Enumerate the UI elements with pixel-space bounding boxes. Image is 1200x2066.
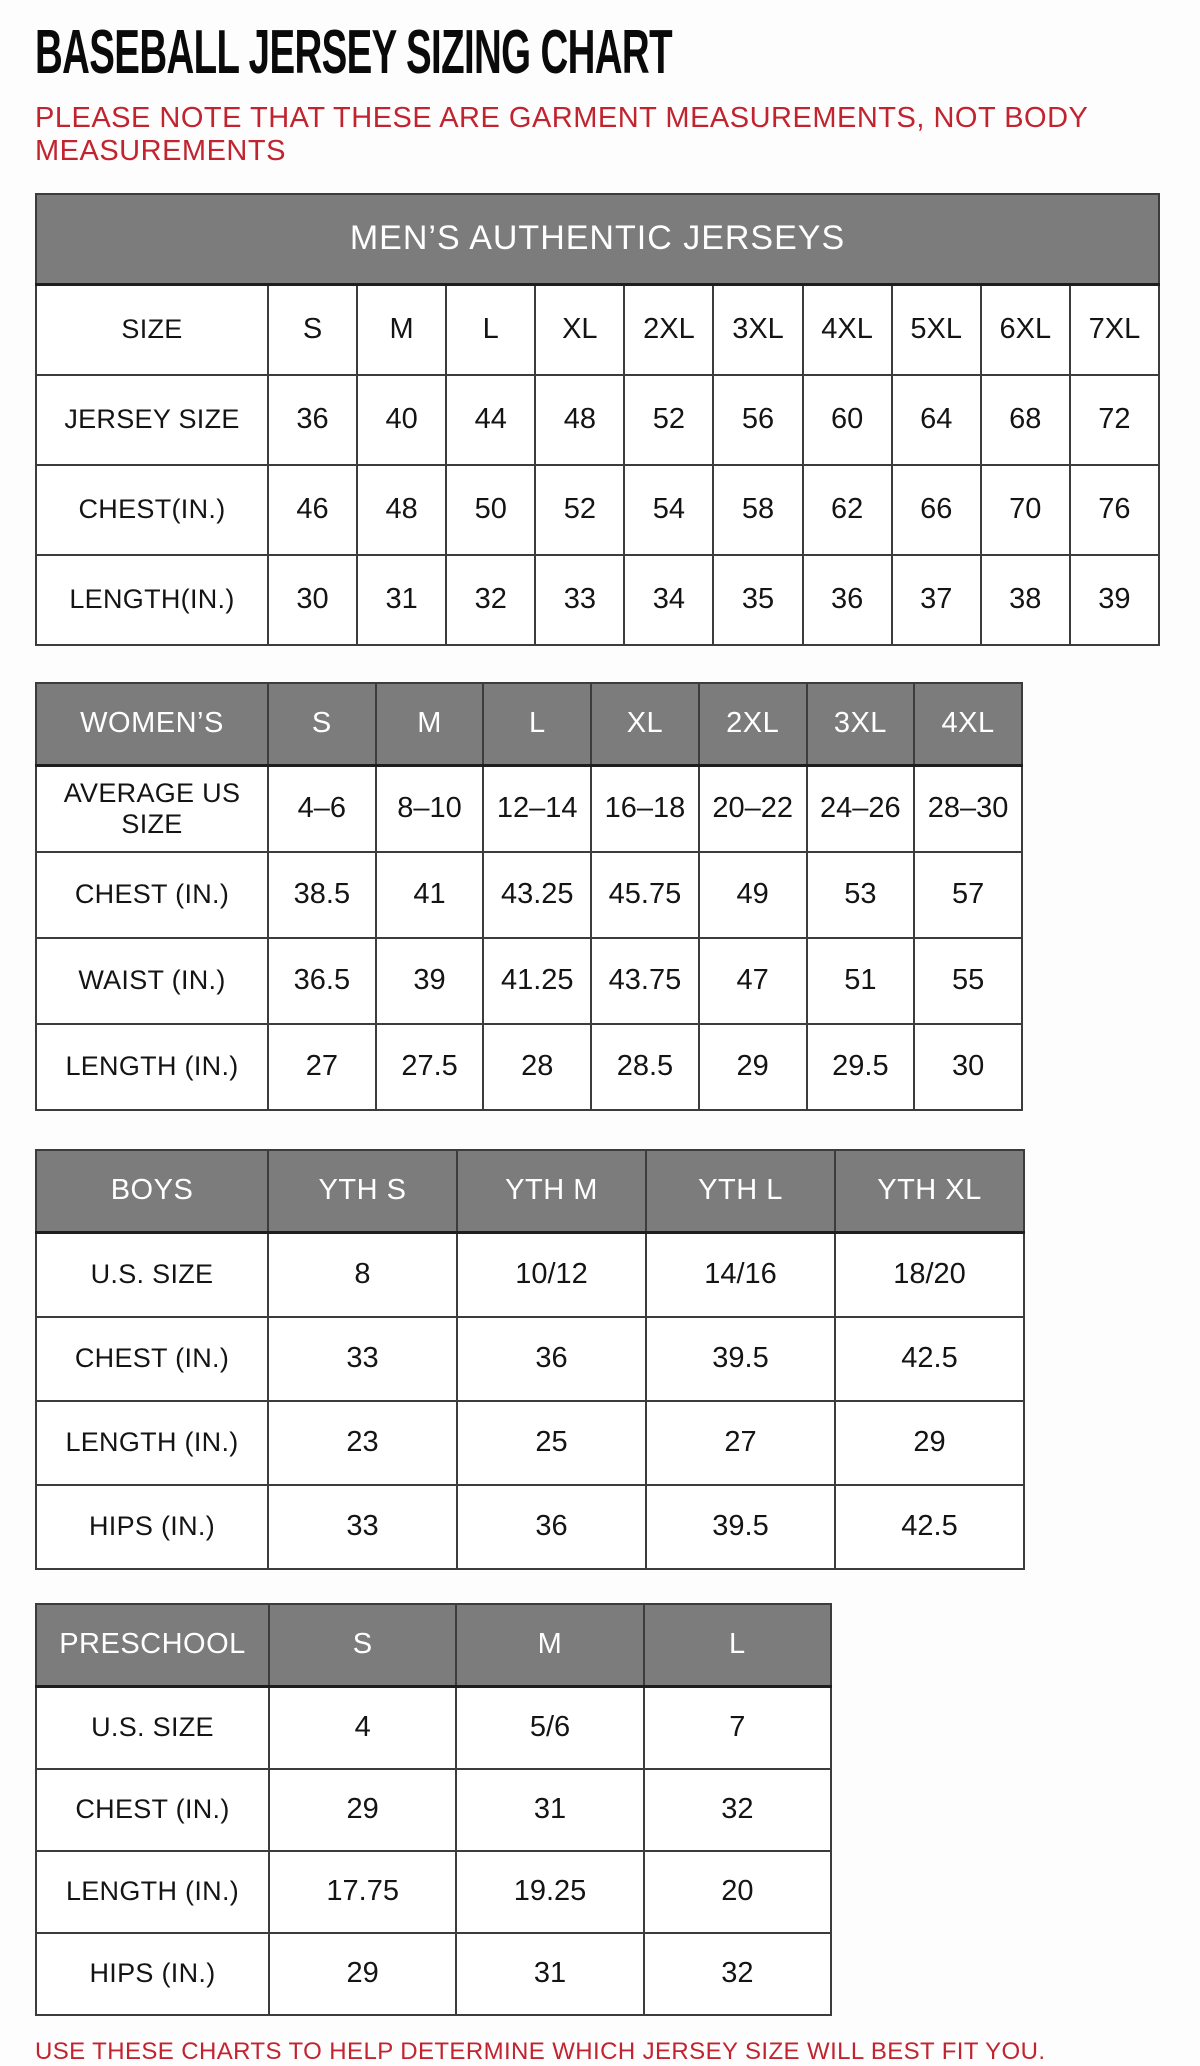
preschool-row-label-3: HIPS (IN.) xyxy=(36,1933,269,2015)
preschool-header-row xyxy=(36,1604,831,1687)
preschool-size-header-2: L xyxy=(644,1604,831,1687)
mens-value-2-1: 48 xyxy=(357,465,446,555)
womens-value-1-5: 53 xyxy=(807,852,915,938)
womens-table-section xyxy=(35,682,1023,1111)
boys-value-0-2: 14/16 xyxy=(646,1232,835,1317)
womens-value-1-6: 57 xyxy=(914,852,1022,938)
preschool-size-header-1: M xyxy=(456,1604,643,1687)
mens-value-1-0: 36 xyxy=(268,375,357,465)
preschool-value-3-0: 29 xyxy=(269,1933,456,2015)
boys-size-header-1: YTH M xyxy=(457,1150,646,1233)
mens-value-1-9: 72 xyxy=(1070,375,1159,465)
womens-value-3-4: 29 xyxy=(699,1024,807,1110)
mens-banner-title: MEN’S AUTHENTIC JERSEYS xyxy=(36,194,1159,285)
mens-value-3-7: 37 xyxy=(892,555,981,645)
mens-value-0-2: L xyxy=(446,284,535,375)
boys-row-label-1: CHEST (IN.) xyxy=(36,1317,268,1401)
womens-size-header-1: M xyxy=(376,683,484,766)
mens-value-1-2: 44 xyxy=(446,375,535,465)
womens-value-0-4: 20–22 xyxy=(699,765,807,852)
mens-value-2-5: 58 xyxy=(713,465,802,555)
womens-size-header-5: 3XL xyxy=(807,683,915,766)
womens-row-1 xyxy=(36,852,1022,938)
womens-row-label-0: AVERAGE US SIZE xyxy=(36,765,268,852)
page-title: BASEBALL JERSEY SIZING CHART xyxy=(35,18,672,87)
garment-measurements-note: PLEASE NOTE THAT THESE ARE GARMENT MEASUREMENTS, NOT BODY MEASUREMENTS xyxy=(35,102,1088,168)
mens-value-3-6: 36 xyxy=(803,555,892,645)
preschool-row-label-2: LENGTH (IN.) xyxy=(36,1851,269,1933)
womens-value-3-2: 28 xyxy=(483,1024,591,1110)
preschool-value-3-2: 32 xyxy=(644,1933,831,2015)
mens-value-1-8: 68 xyxy=(981,375,1070,465)
mens-value-1-6: 60 xyxy=(803,375,892,465)
boys-value-1-3: 42.5 xyxy=(835,1317,1024,1401)
mens-value-2-4: 54 xyxy=(624,465,713,555)
boys-row-label-3: HIPS (IN.) xyxy=(36,1485,268,1569)
womens-value-3-5: 29.5 xyxy=(807,1024,915,1110)
mens-value-1-4: 52 xyxy=(624,375,713,465)
womens-value-2-5: 51 xyxy=(807,938,915,1024)
mens-value-2-2: 50 xyxy=(446,465,535,555)
womens-header-row xyxy=(36,683,1022,766)
mens-row-label-0: SIZE xyxy=(36,284,268,375)
womens-row-2 xyxy=(36,938,1022,1024)
boys-row-1 xyxy=(36,1317,1024,1401)
boys-sizing-table xyxy=(35,1149,1025,1570)
preschool-table-section xyxy=(35,1603,832,2016)
preschool-row-0 xyxy=(36,1686,831,1769)
womens-size-header-0: S xyxy=(268,683,376,766)
boys-value-3-2: 39.5 xyxy=(646,1485,835,1569)
boys-table-section xyxy=(35,1149,1025,1570)
womens-value-3-6: 30 xyxy=(914,1024,1022,1110)
boys-value-3-3: 42.5 xyxy=(835,1485,1024,1569)
mens-row-label-2: CHEST(IN.) xyxy=(36,465,268,555)
womens-row-label-3: LENGTH (IN.) xyxy=(36,1024,268,1110)
womens-value-1-4: 49 xyxy=(699,852,807,938)
mens-value-3-8: 38 xyxy=(981,555,1070,645)
preschool-value-1-0: 29 xyxy=(269,1769,456,1851)
womens-value-0-3: 16–18 xyxy=(591,765,699,852)
preschool-sizing-table xyxy=(35,1603,832,2016)
preschool-value-2-0: 17.75 xyxy=(269,1851,456,1933)
womens-size-header-4: 2XL xyxy=(699,683,807,766)
preschool-header-label: PRESCHOOL xyxy=(36,1604,269,1687)
preschool-value-1-1: 31 xyxy=(456,1769,643,1851)
mens-value-2-0: 46 xyxy=(268,465,357,555)
boys-value-3-1: 36 xyxy=(457,1485,646,1569)
womens-value-1-3: 45.75 xyxy=(591,852,699,938)
mens-value-2-8: 70 xyxy=(981,465,1070,555)
boys-value-2-3: 29 xyxy=(835,1401,1024,1485)
womens-value-2-6: 55 xyxy=(914,938,1022,1024)
boys-value-1-1: 36 xyxy=(457,1317,646,1401)
preschool-value-0-0: 4 xyxy=(269,1686,456,1769)
mens-value-2-9: 76 xyxy=(1070,465,1159,555)
boys-size-header-2: YTH L xyxy=(646,1150,835,1233)
mens-row-1 xyxy=(36,375,1159,465)
womens-sizing-table xyxy=(35,682,1023,1111)
mens-row-2 xyxy=(36,465,1159,555)
womens-row-3 xyxy=(36,1024,1022,1110)
preschool-value-2-1: 19.25 xyxy=(456,1851,643,1933)
mens-value-0-8: 6XL xyxy=(981,284,1070,375)
womens-value-1-1: 41 xyxy=(376,852,484,938)
boys-row-label-0: U.S. SIZE xyxy=(36,1232,268,1317)
mens-value-2-6: 62 xyxy=(803,465,892,555)
boys-row-0 xyxy=(36,1232,1024,1317)
mens-value-0-0: S xyxy=(268,284,357,375)
boys-header-row xyxy=(36,1150,1024,1233)
preschool-value-3-1: 31 xyxy=(456,1933,643,2015)
preschool-row-3 xyxy=(36,1933,831,2015)
mens-value-3-9: 39 xyxy=(1070,555,1159,645)
womens-value-0-5: 24–26 xyxy=(807,765,915,852)
mens-value-1-7: 64 xyxy=(892,375,981,465)
womens-value-2-2: 41.25 xyxy=(483,938,591,1024)
boys-header-label: BOYS xyxy=(36,1150,268,1233)
mens-banner-row xyxy=(36,194,1159,285)
mens-value-3-0: 30 xyxy=(268,555,357,645)
mens-value-0-9: 7XL xyxy=(1070,284,1159,375)
boys-value-0-3: 18/20 xyxy=(835,1232,1024,1317)
mens-value-0-7: 5XL xyxy=(892,284,981,375)
womens-value-2-0: 36.5 xyxy=(268,938,376,1024)
mens-value-3-3: 33 xyxy=(535,555,624,645)
mens-value-2-7: 66 xyxy=(892,465,981,555)
boys-value-2-1: 25 xyxy=(457,1401,646,1485)
preschool-row-label-1: CHEST (IN.) xyxy=(36,1769,269,1851)
mens-row-3 xyxy=(36,555,1159,645)
preschool-value-0-1: 5/6 xyxy=(456,1686,643,1769)
mens-value-3-5: 35 xyxy=(713,555,802,645)
mens-value-2-3: 52 xyxy=(535,465,624,555)
womens-row-label-1: CHEST (IN.) xyxy=(36,852,268,938)
boys-value-1-0: 33 xyxy=(268,1317,457,1401)
boys-size-header-3: YTH XL xyxy=(835,1150,1024,1233)
boys-value-1-2: 39.5 xyxy=(646,1317,835,1401)
boys-row-2 xyxy=(36,1401,1024,1485)
mens-value-0-5: 3XL xyxy=(713,284,802,375)
mens-table-section xyxy=(35,193,1160,646)
preschool-row-label-0: U.S. SIZE xyxy=(36,1686,269,1769)
boys-value-2-2: 27 xyxy=(646,1401,835,1485)
mens-value-3-1: 31 xyxy=(357,555,446,645)
womens-value-1-2: 43.25 xyxy=(483,852,591,938)
mens-value-0-1: M xyxy=(357,284,446,375)
boys-size-header-0: YTH S xyxy=(268,1150,457,1233)
womens-size-header-6: 4XL xyxy=(914,683,1022,766)
boys-value-3-0: 33 xyxy=(268,1485,457,1569)
mens-value-0-6: 4XL xyxy=(803,284,892,375)
mens-value-0-4: 2XL xyxy=(624,284,713,375)
fit-advice-footer: USE THESE CHARTS TO HELP DETERMINE WHICH JERSEY SIZE WILL BEST FIT YOU. xyxy=(35,2037,1046,2065)
boys-value-2-0: 23 xyxy=(268,1401,457,1485)
mens-value-1-5: 56 xyxy=(713,375,802,465)
preschool-row-2 xyxy=(36,1851,831,1933)
womens-header-label: WOMEN’S xyxy=(36,683,268,766)
mens-row-0 xyxy=(36,284,1159,375)
boys-value-0-1: 10/12 xyxy=(457,1232,646,1317)
mens-value-0-3: XL xyxy=(535,284,624,375)
mens-row-label-3: LENGTH(IN.) xyxy=(36,555,268,645)
womens-value-1-0: 38.5 xyxy=(268,852,376,938)
mens-value-3-4: 34 xyxy=(624,555,713,645)
mens-value-3-2: 32 xyxy=(446,555,535,645)
womens-value-3-0: 27 xyxy=(268,1024,376,1110)
preschool-value-0-2: 7 xyxy=(644,1686,831,1769)
womens-value-0-2: 12–14 xyxy=(483,765,591,852)
womens-value-2-3: 43.75 xyxy=(591,938,699,1024)
womens-value-0-0: 4–6 xyxy=(268,765,376,852)
preschool-row-1 xyxy=(36,1769,831,1851)
preschool-value-2-2: 20 xyxy=(644,1851,831,1933)
mens-row-label-1: JERSEY SIZE xyxy=(36,375,268,465)
womens-value-0-1: 8–10 xyxy=(376,765,484,852)
preschool-value-1-2: 32 xyxy=(644,1769,831,1851)
womens-value-3-1: 27.5 xyxy=(376,1024,484,1110)
womens-value-2-4: 47 xyxy=(699,938,807,1024)
mens-sizing-table xyxy=(35,193,1160,646)
mens-value-1-3: 48 xyxy=(535,375,624,465)
boys-value-0-0: 8 xyxy=(268,1232,457,1317)
womens-value-2-1: 39 xyxy=(376,938,484,1024)
womens-row-0 xyxy=(36,765,1022,852)
preschool-size-header-0: S xyxy=(269,1604,456,1687)
womens-row-label-2: WAIST (IN.) xyxy=(36,938,268,1024)
mens-value-1-1: 40 xyxy=(357,375,446,465)
womens-size-header-2: L xyxy=(483,683,591,766)
womens-size-header-3: XL xyxy=(591,683,699,766)
womens-value-3-3: 28.5 xyxy=(591,1024,699,1110)
boys-row-label-2: LENGTH (IN.) xyxy=(36,1401,268,1485)
womens-value-0-6: 28–30 xyxy=(914,765,1022,852)
boys-row-3 xyxy=(36,1485,1024,1569)
